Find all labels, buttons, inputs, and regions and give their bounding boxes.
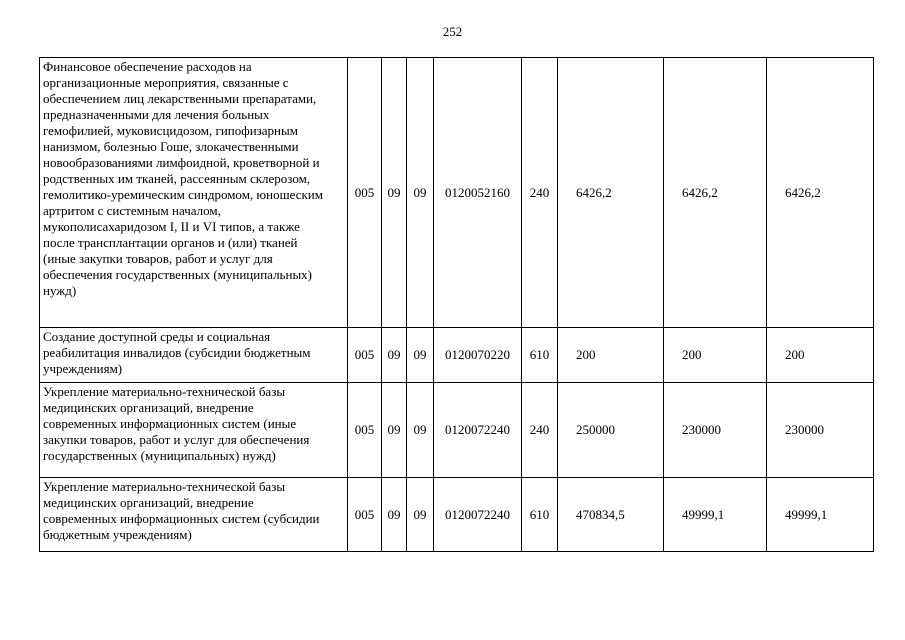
section-code-cell: 09 (382, 58, 407, 328)
subsection-code-cell: 09 (407, 58, 434, 328)
ministry-code-cell: 005 (348, 58, 382, 328)
description-cell: Создание доступной среды и социальная реабилитация инвалидов (субсидии бюджетным учреждениям) (40, 328, 348, 383)
ministry-code-cell: 005 (348, 478, 382, 552)
target-article-cell: 0120072240 (434, 478, 522, 552)
amount-cell-1: 200 (558, 328, 664, 383)
subsection-code-cell: 09 (407, 328, 434, 383)
ministry-code-cell: 005 (348, 328, 382, 383)
subsection-code-cell: 09 (407, 383, 434, 478)
amount-cell-1: 250000 (558, 383, 664, 478)
page-number: 252 (442, 24, 463, 39)
section-code-cell: 09 (382, 328, 407, 383)
amount-cell-3: 230000 (767, 383, 874, 478)
amount-cell-2: 6426,2 (664, 58, 767, 328)
amount-cell-3: 200 (767, 328, 874, 383)
amount-cell-2: 49999,1 (664, 478, 767, 552)
expense-type-cell: 240 (522, 58, 558, 328)
expense-type-cell: 240 (522, 383, 558, 478)
table-row (40, 383, 874, 478)
budget-table (39, 57, 874, 552)
amount-cell-1: 6426,2 (558, 58, 664, 328)
target-article-cell: 0120052160 (434, 58, 522, 328)
description-cell: Укрепление материально-технической базы медицинских организаций, внедрение современных информационных систем (иные закупки товаров, работ и услуг для обеспечения государственных (муниципальных) нужд) (40, 383, 348, 478)
amount-cell-3: 6426,2 (767, 58, 874, 328)
description-cell: Укрепление материально-технической базы медицинских организаций, внедрение современных информационных систем (субсидии бюджетным учреждениям) (40, 478, 348, 552)
table-row (40, 478, 874, 552)
expense-type-cell: 610 (522, 478, 558, 552)
expense-type-cell: 610 (522, 328, 558, 383)
section-code-cell: 09 (382, 478, 407, 552)
amount-cell-2: 200 (664, 328, 767, 383)
target-article-cell: 0120070220 (434, 328, 522, 383)
amount-cell-2: 230000 (664, 383, 767, 478)
table-row (40, 58, 874, 328)
target-article-cell: 0120072240 (434, 383, 522, 478)
amount-cell-3: 49999,1 (767, 478, 874, 552)
subsection-code-cell: 09 (407, 478, 434, 552)
section-code-cell: 09 (382, 383, 407, 478)
description-cell: Финансовое обеспечение расходов на организационные мероприятия, связанные с обеспечением лиц лекарственными препаратами, предназначенными для лечения больных гемофилией, муковисцидозом, гипофизарным нанизмом, болезнью Гоше, злокачественными новообразованиями лимфоидной, кроветворной и родственных им тканей, рассеянным склерозом, гемолитико-уремическим синдромом, юношеским артритом с системным началом, мукополисахаридозом I, II и VI типов, а также после трансплантации органов и (или) тканей (иные закупки товаров, работ и услуг для обеспечения государственных (муниципальных) нужд) (40, 58, 348, 328)
table-row (40, 328, 874, 383)
amount-cell-1: 470834,5 (558, 478, 664, 552)
ministry-code-cell: 005 (348, 383, 382, 478)
